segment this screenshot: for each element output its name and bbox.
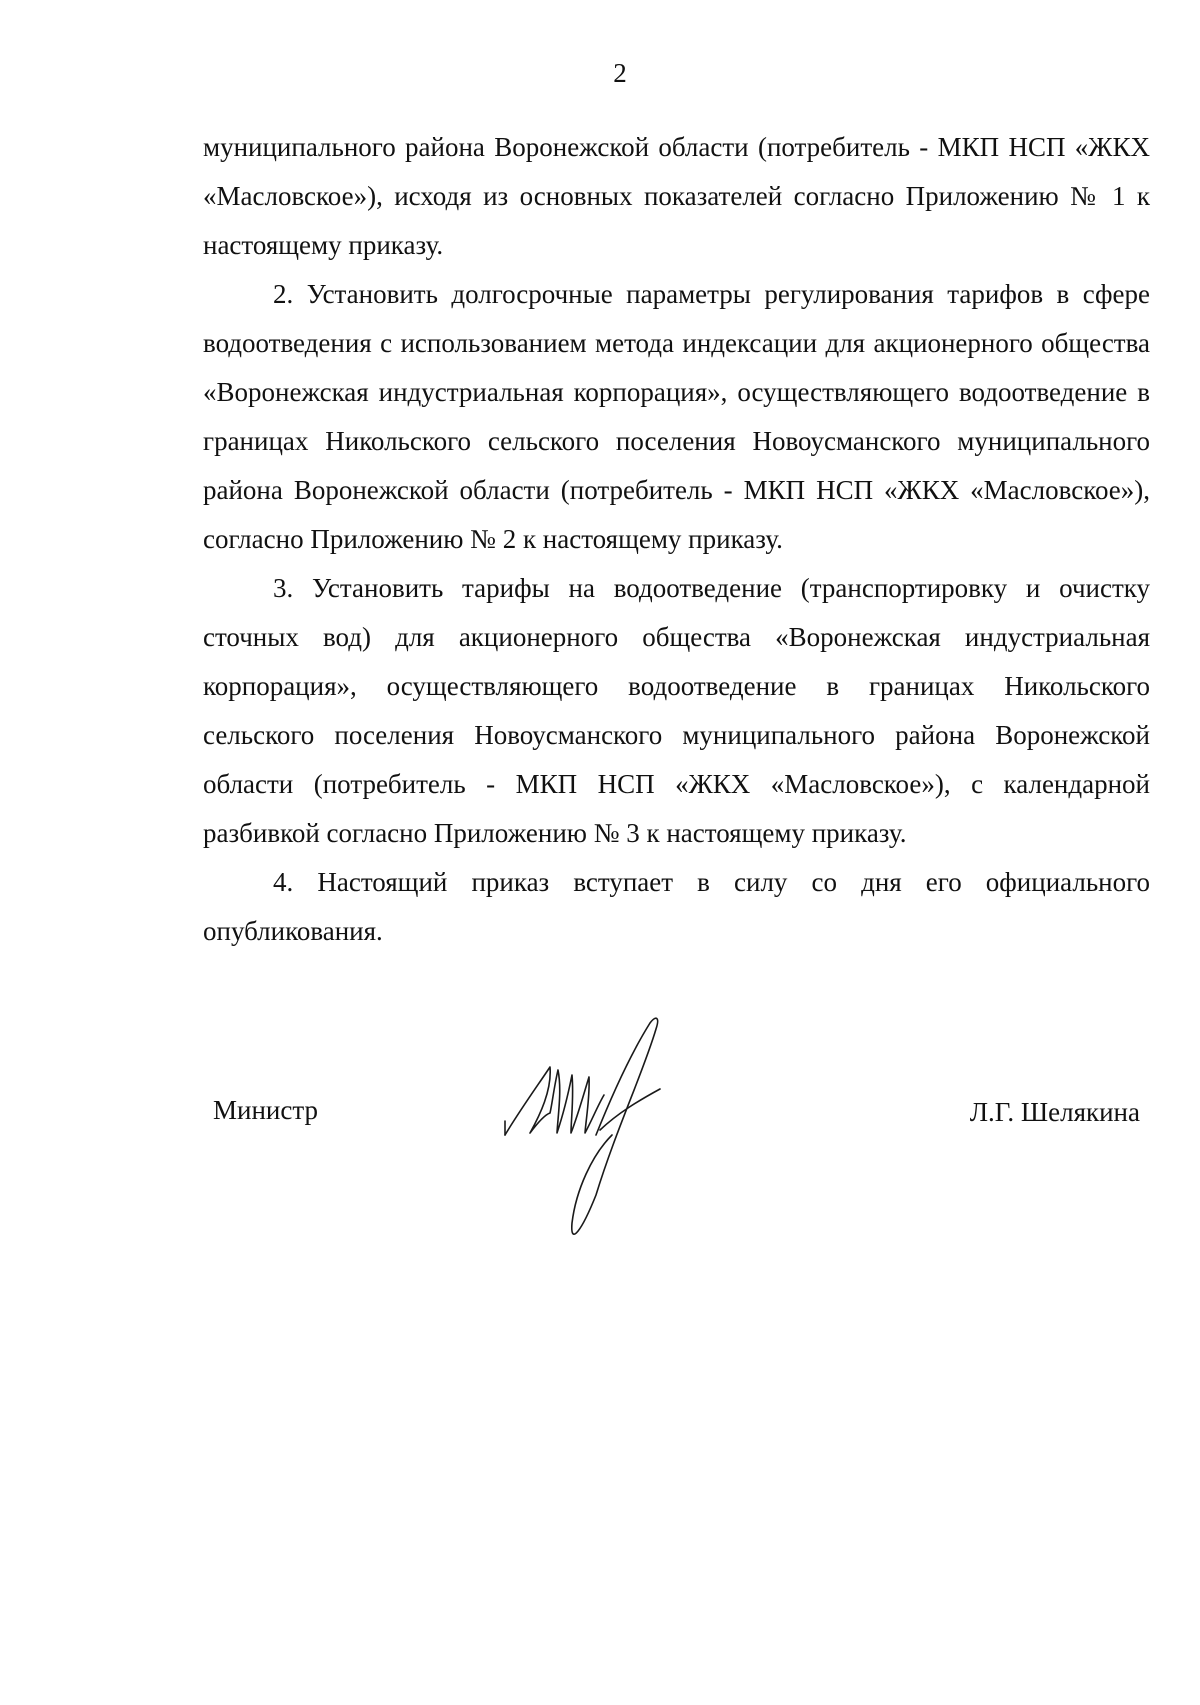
paragraph-continuation: муниципального района Воронежской области (потребитель - МКП НСП «ЖКХ «Масловское»), исходя из основных показателей согласно Приложению № 1 к настоящему приказу. xyxy=(203,132,1150,260)
paragraph-item-2: 2. Установить долгосрочные параметры регулирования тарифов в сфере водоотведения с использованием метода индексации для акционерного общества «Воронежская индустриальная корпорация», осуществляющего водоотведение в границах Никольского сельского поселения Новоусманского муниципального района Воронежской области (потребитель - МКП НСП «ЖКХ «Масловское»), согласно Приложению № 2 к настоящему приказу. xyxy=(203,279,1150,554)
handwritten-signature xyxy=(500,1015,670,1250)
page-number: 2 xyxy=(613,58,627,88)
paragraph-item-3: 3. Установить тарифы на водоотведение (транспортировку и очистку сточных вод) для акционерного общества «Воронежская индустриальная корпорация», осуществляющего водоотведение в границах Никольского сельского поселения Новоусманского муниципального района Воронежской области (потребитель - МКП НСП «ЖКХ «Масловское»), с календарной разбивкой согласно Приложению № 3 к настоящему приказу. xyxy=(203,573,1150,848)
signer-name: Л.Г. Шелякина xyxy=(969,1097,1140,1127)
paragraph-item-4: 4. Настоящий приказ вступает в силу со дня его официального опубликования. xyxy=(203,867,1150,946)
document-body xyxy=(203,123,1150,956)
signer-position: Министр xyxy=(213,1095,318,1125)
